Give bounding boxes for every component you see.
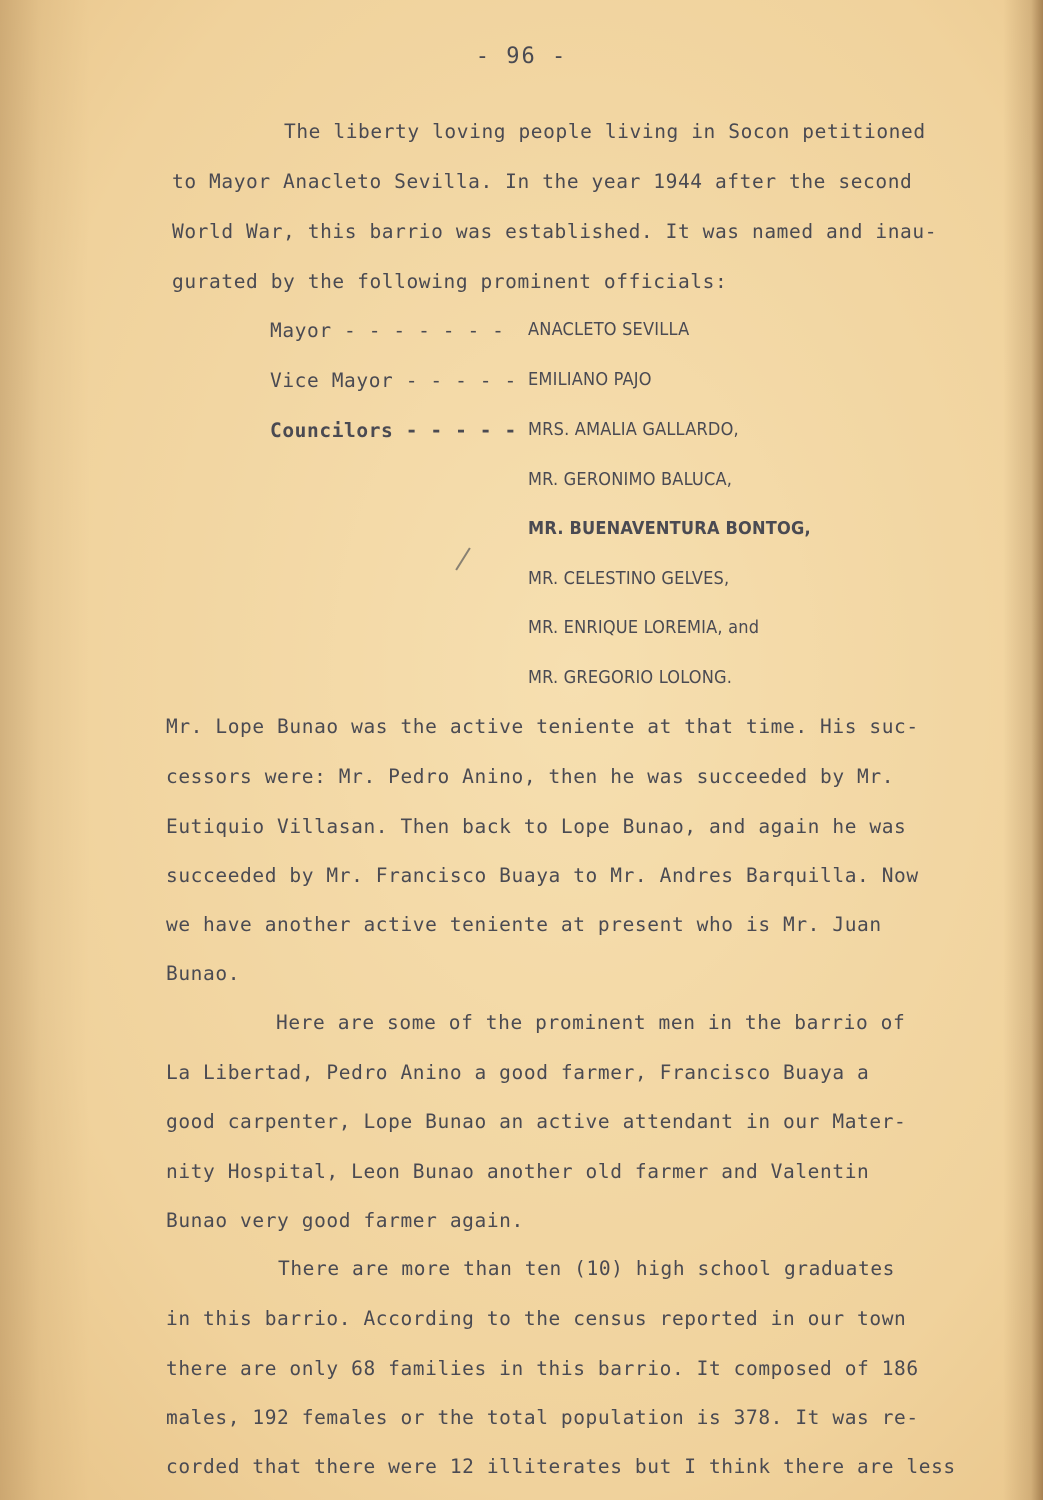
paragraph4-line-5: corded that there were 12 illiterates but I think there are less [166, 1455, 956, 1478]
paragraph2-line-3: Eutiquio Villasan. Then back to Lope Bunao, and again he was [166, 815, 907, 838]
vice-mayor-name: EMILIANO PAJO [528, 369, 652, 390]
paragraph2-line-2: cessors were: Mr. Pedro Anino, then he was succeeded by Mr. [166, 765, 895, 788]
paragraph4-line-3: there are only 68 families in this barrio. It composed of 186 [166, 1357, 919, 1380]
councilor-5: MR. ENRIQUE LOREMIA, and [528, 617, 760, 638]
paragraph2-line-1: Mr. Lope Bunao was the active teniente at that time. His suc- [166, 715, 919, 738]
councilors-label: Councilors - - - - - [270, 419, 517, 442]
paragraph3-line-4: nity Hospital, Leon Bunao another old farmer and Valentin [166, 1160, 870, 1183]
mayor-label: Mayor - - - - - - - [270, 319, 505, 342]
paragraph1-line-4: gurated by the following prominent officials: [172, 270, 728, 293]
pencil-mark [455, 547, 470, 570]
paragraph4-line-1: There are more than ten (10) high school graduates [278, 1257, 895, 1280]
councilor-2: MR. GERONIMO BALUCA, [528, 469, 733, 490]
paragraph4-line-4: males, 192 females or the total population is 378. It was re- [166, 1406, 919, 1429]
paragraph1-line-1: The liberty loving people living in Socon petitioned [284, 120, 926, 143]
mayor-name: ANACLETO SEVILLA [528, 319, 690, 340]
vice-mayor-label: Vice Mayor - - - - - [270, 369, 517, 392]
councilor-3: MR. BUENAVENTURA BONTOG, [528, 518, 811, 539]
page-number: - 96 - [475, 44, 568, 69]
councilor-4: MR. CELESTINO GELVES, [528, 568, 730, 589]
councilor-6: MR. GREGORIO LOLONG. [528, 667, 733, 688]
paragraph3-line-2: La Libertad, Pedro Anino a good farmer, Francisco Buaya a [166, 1061, 870, 1084]
paragraph2-line-4: succeeded by Mr. Francisco Buaya to Mr. Andres Barquilla. Now [166, 864, 919, 887]
paragraph1-line-3: World War, this barrio was established. It was named and inau- [172, 220, 938, 243]
paragraph3-line-5: Bunao very good farmer again. [166, 1209, 524, 1232]
paragraph2-line-5: we have another active teniente at present who is Mr. Juan [166, 913, 882, 936]
paragraph1-line-2: to Mayor Anacleto Sevilla. In the year 1944 after the second [172, 170, 913, 193]
councilor-1: MRS. AMALIA GALLARDO, [528, 419, 739, 440]
paragraph2-line-6: Bunao. [166, 962, 241, 985]
paragraph3-line-1: Here are some of the prominent men in the barrio of [276, 1011, 906, 1034]
paragraph3-line-3: good carpenter, Lope Bunao an active attendant in our Mater- [166, 1110, 907, 1133]
paragraph4-line-2: in this barrio. According to the census reported in our town [166, 1307, 907, 1330]
